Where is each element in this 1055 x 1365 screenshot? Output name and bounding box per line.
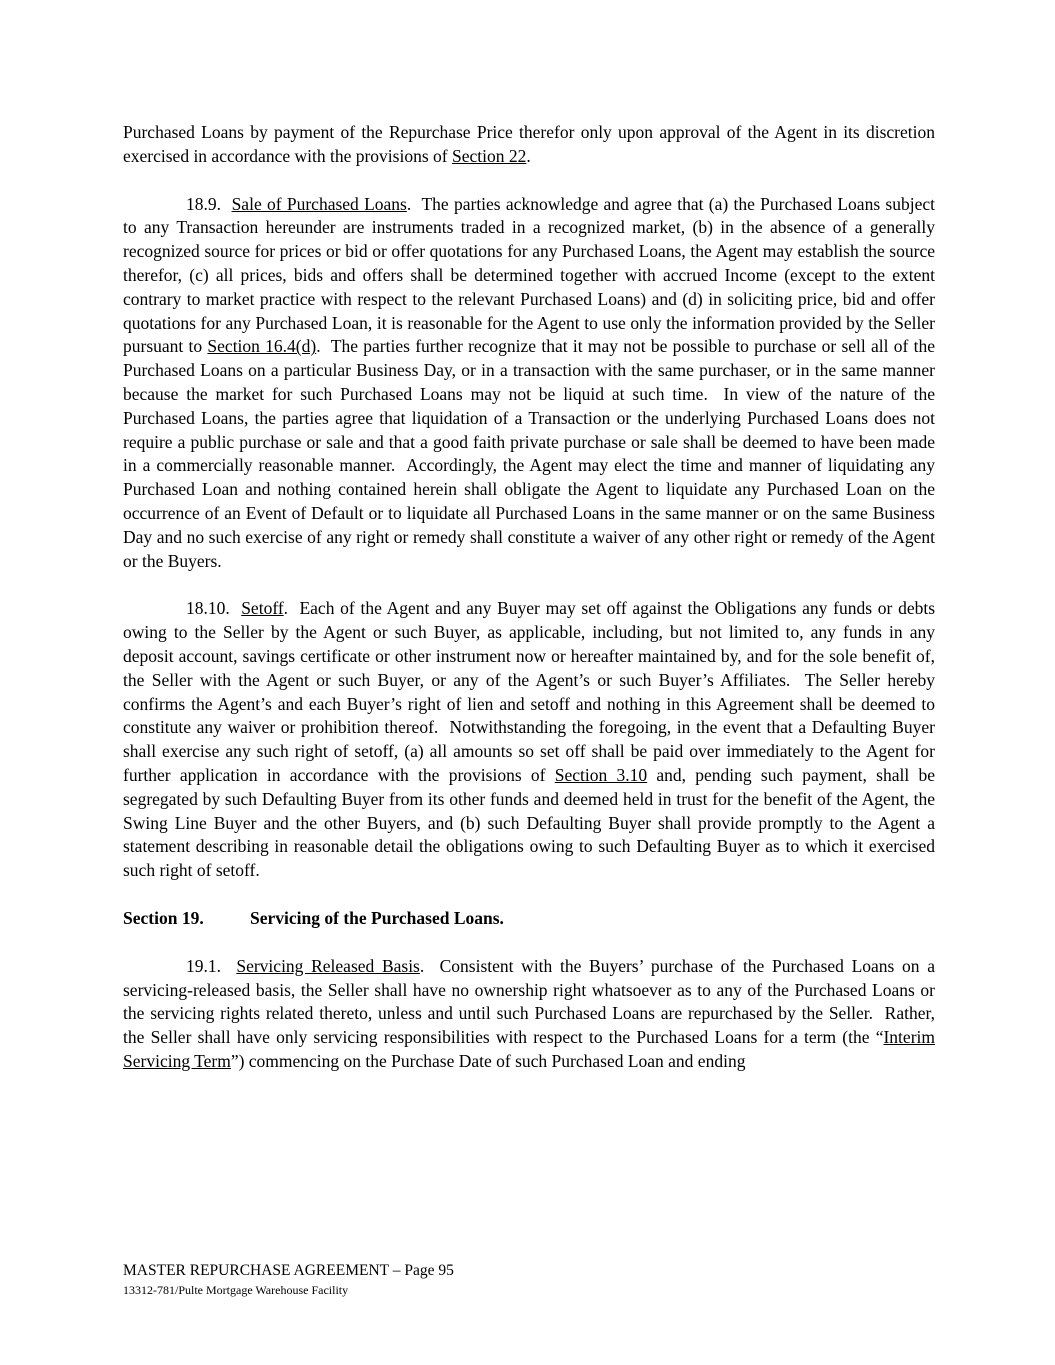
section-19-heading bbox=[123, 907, 935, 931]
page-footer bbox=[123, 1261, 935, 1299]
document-body bbox=[123, 121, 935, 1098]
section-19-heading-title: Servicing of the Purchased Loans. bbox=[250, 907, 504, 928]
paragraph-section-18-10: 18.10. Setoff. Each of the Agent and any Buyer may set off against the Obligations any funds or debts owing to the Seller by the Agent or such Buyer, as applicable, including, but not limited to, any funds in any deposit account, savings certificate or other instrument now or hereafter maintained by, and for the sole benefit of, the Seller with the Agent or such Buyer, or any of the Agent’s or such Buyer’s Affiliates. The Seller hereby confirms the Agent’s and each Buyer’s right of lien and setoff and nothing in this Agreement shall be deemed to constitute any waiver or prohibition thereof. Notwithstanding the foregoing, in the event that a Defaulting Buyer shall exercise any such right of setoff, (a) all amounts so set off shall be paid over immediately to the Agent for further application in accordance with the provisions of Section 3.10 and, pending such payment, shall be segregated by such Defaulting Buyer from its other funds and deemed held in trust for the benefit of the Agent, the Swing Line Buyer and the other Buyers, and (b) such Defaulting Buyer shall provide promptly to the Agent a statement describing in reasonable detail the obligations owing to such Defaulting Buyer as to which it exercised such right of setoff. bbox=[123, 598, 936, 881]
footer-reference-number: 13312-781/Pulte Mortgage Warehouse Facility bbox=[123, 1283, 349, 1298]
paragraph-section-19-1: 19.1. Servicing Released Basis. Consistent with the Buyers’ purchase of the Purchased Loans on a servicing-released basis, the Seller shall have no ownership right whatsoever as to any of the Purchased Loans or the servicing rights related thereto, unless and until such Purchased Loans are repurchased by the Seller. Rather, the Seller shall have only servicing responsibilities with respect to the Purchased Loans for a term (the “Interim Servicing Term”) commencing on the Purchase Date of such Purchased Loan and ending bbox=[123, 955, 935, 1071]
paragraph-continuation: Purchased Loans by payment of the Repurchase Price therefor only upon approval of the Agent in its discretion exercised in accordance with the provisions of Section 22. bbox=[123, 122, 935, 166]
paragraph-section-18-9: 18.9. Sale of Purchased Loans. The parties acknowledge and agree that (a) the Purchased Loans subject to any Transaction hereunder are instruments traded in a recognized market, (b) in the absence of a generally recognized source for prices or bid or offer quotations for any Purchased Loans, the Agent may establish the source therefor, (c) all prices, bids and offers shall be determined together with accrued Income (except to the extent contrary to market practice with respect to the relevant Purchased Loans) and (d) in soliciting price, bid and offer quotations for any Purchased Loan, it is reasonable for the Agent to use only the information provided by the Seller pursuant to Section 16.4(d). The parties further recognize that it may not be possible to purchase or sell all of the Purchased Loans on a particular Business Day, or in a transaction with the same purchaser, or in the same manner because the market for such Purchased Loans may not be liquid at such time. In view of the nature of the Purchased Loans, the parties agree that liquidation of a Transaction or the underlying Purchased Loans does not require a public purchase or sale and that a good faith private purchase or sale shall be deemed to have been made in a commercially reasonable manner. Accordingly, the Agent may elect the time and manner of liquidating any Purchased Loan and nothing contained herein shall obligate the Agent to liquidate any Purchased Loan on the occurrence of an Event of Default or to liquidate all Purchased Loans in the same manner or on the same Business Day and no such exercise of any right or remedy shall constitute a waiver of any other right or remedy of the Agent or the Buyers. bbox=[123, 193, 935, 571]
footer-document-title: MASTER REPURCHASE AGREEMENT – Page 95 bbox=[123, 1262, 454, 1279]
section-19-heading-label: Section 19. bbox=[123, 907, 204, 928]
